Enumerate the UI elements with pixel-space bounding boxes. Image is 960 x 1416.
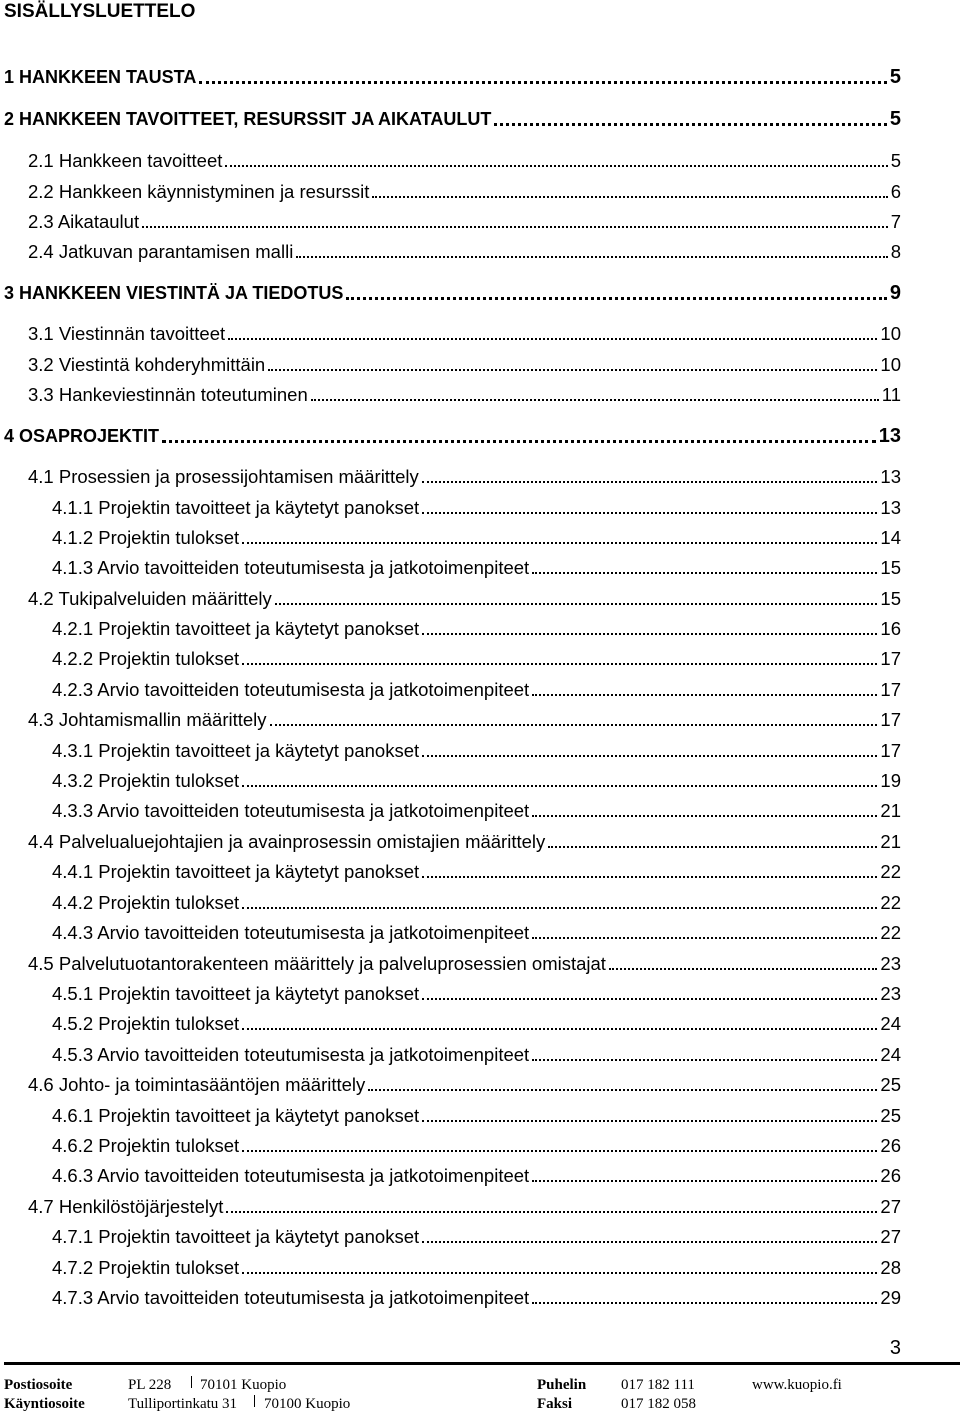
toc-entry[interactable] — [52, 1253, 901, 1283]
toc-entry[interactable] — [28, 1192, 901, 1222]
toc-entry[interactable] — [28, 350, 901, 380]
toc-dot-leader — [268, 369, 877, 371]
toc-entry-label: 4.1.1 Projektin tavoitteet ja käytetyt panokset — [52, 497, 420, 518]
toc-entry-label: 4.1 Prosessien ja prosessijohtamisen määrittely — [28, 466, 419, 487]
footer-visit-label: Käyntiosoite — [4, 1396, 85, 1412]
toc-dot-leader — [532, 1180, 877, 1182]
toc-entry-page: 29 — [880, 1287, 901, 1308]
toc-entry[interactable] — [28, 705, 901, 735]
toc-dot-leader — [225, 165, 887, 167]
toc-entry-label: 3.1 Viestinnän tavoitteet — [28, 323, 226, 344]
toc-entry[interactable] — [28, 827, 901, 857]
toc-entry-label: 4 OSAPROJEKTIT — [4, 426, 160, 446]
toc-entry[interactable] — [52, 766, 901, 796]
toc-entry-page: 26 — [880, 1165, 901, 1186]
toc-entry-page: 14 — [880, 527, 901, 548]
toc-entry-page: 24 — [880, 1044, 901, 1065]
toc-entry-label: 2.1 Hankkeen tavoitteet — [28, 150, 223, 171]
toc-entry-label: 4.3 Johtamismallin määrittely — [28, 709, 267, 730]
toc-dot-leader — [275, 603, 878, 605]
footer-phone: 017 182 111 — [621, 1377, 695, 1393]
toc-entry-label: 4.7.2 Projektin tulokset — [52, 1257, 240, 1278]
footer-fax-label: Faksi — [537, 1396, 573, 1412]
toc-entry[interactable] — [28, 146, 901, 176]
footer-row-visit — [4, 1395, 960, 1414]
toc-entry-page: 13 — [880, 466, 901, 487]
toc-dot-leader — [422, 633, 877, 635]
toc-entry-page: 10 — [880, 354, 901, 375]
toc-dot-leader — [242, 542, 877, 544]
toc-entry-label: 2.2 Hankkeen käynnistyminen ja resurssit — [28, 181, 370, 202]
toc-entry-page: 7 — [890, 211, 901, 232]
toc-entry-label: 4.2.1 Projektin tavoitteet ja käytetyt panokset — [52, 618, 420, 639]
toc-entry[interactable] — [52, 796, 901, 826]
toc-entry[interactable] — [52, 888, 901, 918]
toc-entry-page: 10 — [880, 323, 901, 344]
toc-entry[interactable] — [52, 553, 901, 583]
toc-entry-label: 4.5.2 Projektin tulokset — [52, 1013, 240, 1034]
toc-dot-leader — [242, 1150, 877, 1152]
toc-dot-leader — [422, 512, 877, 514]
toc-dot-leader — [296, 256, 887, 258]
toc-entry[interactable] — [52, 614, 901, 644]
toc-entry[interactable] — [52, 523, 901, 553]
toc-entry-page: 17 — [880, 709, 901, 730]
toc-entry-label: 4.2.2 Projektin tulokset — [52, 648, 240, 669]
toc-dot-leader — [548, 846, 877, 848]
toc-entry[interactable] — [52, 857, 901, 887]
toc-entry-page: 5 — [889, 108, 901, 130]
toc-entry[interactable] — [28, 237, 901, 267]
toc-dot-leader — [242, 663, 877, 665]
toc-dot-leader — [532, 572, 877, 574]
toc-dot-leader — [162, 440, 876, 443]
toc-entry[interactable] — [28, 177, 901, 207]
toc-dot-leader — [368, 1089, 877, 1091]
toc-dot-leader — [422, 481, 878, 483]
toc-entry-label: 2 HANKKEEN TAVOITTEET, RESURSSIT JA AIKATAULUT — [4, 109, 492, 129]
toc-entry-label: 2.3 Aikataulut — [28, 211, 140, 232]
toc-dot-leader — [372, 196, 887, 198]
toc-entry-page: 13 — [878, 425, 901, 447]
toc-entry-page: 15 — [880, 588, 901, 609]
toc-entry[interactable] — [4, 62, 901, 92]
toc-entry-label: 4.6.1 Projektin tavoitteet ja käytetyt panokset — [52, 1105, 420, 1126]
toc-entry-label: 4.2 Tukipalveluiden määrittely — [28, 588, 272, 609]
footer-visit-code-city: 70100 Kuopio — [264, 1396, 351, 1412]
toc-entry-page: 25 — [880, 1105, 901, 1126]
toc-dot-leader — [422, 755, 877, 757]
toc-entry-page: 15 — [880, 557, 901, 578]
toc-entry-label: 4.4.1 Projektin tavoitteet ja käytetyt panokset — [52, 861, 420, 882]
toc-entry-page: 27 — [880, 1226, 901, 1247]
toc-dot-leader — [142, 226, 888, 228]
toc-entry-page: 23 — [880, 983, 901, 1004]
toc-dot-leader — [532, 1059, 877, 1061]
toc-entry-page: 24 — [880, 1013, 901, 1034]
toc-dot-leader — [346, 297, 887, 300]
toc-entry[interactable] — [52, 1161, 901, 1191]
toc-entry[interactable] — [52, 675, 901, 705]
toc-entry-page: 25 — [880, 1074, 901, 1095]
toc-entry-label: 3.2 Viestintä kohderyhmittäin — [28, 354, 266, 375]
toc-entry-page: 17 — [880, 679, 901, 700]
toc-entry-label: 4.5.3 Arvio tavoitteiden toteutumisesta ja jatkotoimenpiteet — [52, 1044, 530, 1065]
toc-dot-leader — [422, 1241, 877, 1243]
toc-entry-label: 4.1.3 Arvio tavoitteiden toteutumisesta ja jatkotoimenpiteet — [52, 557, 530, 578]
toc-entry-page: 13 — [880, 497, 901, 518]
toc-entry-page: 21 — [880, 831, 901, 852]
toc-entry-label: 4.7 Henkilöstöjärjestelyt — [28, 1196, 224, 1217]
toc-entry-page: 21 — [880, 800, 901, 821]
toc-entry-label: 4.3.3 Arvio tavoitteiden toteutumisesta ja jatkotoimenpiteet — [52, 800, 530, 821]
footer-rule — [4, 1362, 960, 1365]
toc-entry-label: 3 HANKKEEN VIESTINTÄ JA TIEDOTUS — [4, 283, 344, 303]
toc-entry-label: 4.6 Johto- ja toimintasääntöjen määrittely — [28, 1074, 366, 1095]
toc-entry[interactable] — [52, 644, 901, 674]
toc-dot-leader — [226, 1211, 877, 1213]
toc-dot-leader — [242, 1028, 877, 1030]
toc-entry-page: 28 — [880, 1257, 901, 1278]
toc-entry-label: 4.5 Palvelutuotantorakenteen määrittely ja palveluprosessien omistajat — [28, 953, 606, 974]
toc-entry-page: 22 — [880, 892, 901, 913]
toc-dot-leader — [199, 81, 887, 84]
page-number: 3 — [889, 1337, 901, 1359]
footer — [4, 1376, 960, 1414]
toc-dot-leader — [532, 815, 877, 817]
toc-entry-page: 5 — [890, 150, 901, 171]
toc-entry-label: 4.4.3 Arvio tavoitteiden toteutumisesta ja jatkotoimenpiteet — [52, 922, 530, 943]
toc-dot-leader — [270, 724, 878, 726]
toc-entry-page: 6 — [890, 181, 901, 202]
toc-entry-page: 17 — [880, 740, 901, 761]
toc-entry[interactable] — [28, 462, 901, 492]
toc-entry[interactable] — [4, 421, 901, 451]
toc-dot-leader — [242, 907, 877, 909]
toc-entry-label: 4.2.3 Arvio tavoitteiden toteutumisesta ja jatkotoimenpiteet — [52, 679, 530, 700]
toc-entry[interactable] — [52, 1009, 901, 1039]
footer-row-postal — [4, 1376, 960, 1395]
toc-entry-label: 4.1.2 Projektin tulokset — [52, 527, 240, 548]
toc-entry-label: 4.7.3 Arvio tavoitteiden toteutumisesta ja jatkotoimenpiteet — [52, 1287, 530, 1308]
footer-website-link[interactable]: www.kuopio.fi — [752, 1377, 842, 1393]
toc-entry-label: 4.5.1 Projektin tavoitteet ja käytetyt panokset — [52, 983, 420, 1004]
footer-phone-label: Puhelin — [537, 1377, 587, 1393]
toc-entry[interactable] — [28, 1070, 901, 1100]
toc-entry-label: 4.3.1 Projektin tavoitteet ja käytetyt panokset — [52, 740, 420, 761]
toc-entry[interactable] — [52, 979, 901, 1009]
document-title: SISÄLLYSLUETTELO — [4, 1, 196, 22]
toc-entry-page: 11 — [881, 384, 901, 405]
toc-dot-leader — [422, 876, 877, 878]
toc-entry-label: 1 HANKKEEN TAUSTA — [4, 67, 197, 87]
footer-postal-box: PL 228 — [128, 1377, 172, 1393]
toc-entry-label: 4.7.1 Projektin tavoitteet ja käytetyt panokset — [52, 1226, 420, 1247]
footer-fax: 017 182 058 — [621, 1396, 696, 1412]
toc-entry-page: 23 — [880, 953, 901, 974]
toc-entry-page: 5 — [889, 66, 901, 88]
toc-entry[interactable] — [4, 104, 901, 134]
toc-entry-page: 9 — [889, 282, 901, 304]
toc-entry-page: 22 — [880, 861, 901, 882]
toc-entry[interactable] — [28, 207, 901, 237]
toc-entry[interactable] — [52, 736, 901, 766]
toc-entry-label: 2.4 Jatkuvan parantamisen malli — [28, 241, 294, 262]
toc-entry[interactable] — [28, 949, 901, 979]
toc-entry-page: 17 — [880, 648, 901, 669]
footer-visit-street: Tulliportinkatu 31 — [128, 1396, 238, 1412]
toc-entry[interactable] — [52, 1131, 901, 1161]
toc-dot-leader — [532, 1302, 877, 1304]
toc-dot-leader — [422, 1120, 877, 1122]
toc-entry-page: 19 — [880, 770, 901, 791]
toc-entry-label: 4.6.2 Projektin tulokset — [52, 1135, 240, 1156]
toc-dot-leader — [494, 123, 887, 126]
toc-dot-leader — [228, 338, 877, 340]
toc-dot-leader — [311, 399, 879, 401]
toc-dot-leader — [532, 937, 877, 939]
footer-postal-code-city: 70101 Kuopio — [200, 1377, 287, 1393]
toc-entry[interactable] — [4, 278, 901, 308]
toc-entry-label: 4.4 Palvelualuejohtajien ja avainprosessin omistajien määrittely — [28, 831, 546, 852]
toc-entry[interactable] — [28, 319, 901, 349]
toc-entry[interactable] — [52, 493, 901, 523]
toc-entry[interactable] — [52, 1222, 901, 1252]
toc-entry-label: 3.3 Hankeviestinnän toteutuminen — [28, 384, 308, 405]
toc-entry-page: 8 — [890, 241, 901, 262]
toc-entry-label: 4.4.2 Projektin tulokset — [52, 892, 240, 913]
toc-entry[interactable] — [52, 1283, 901, 1313]
toc-entry[interactable] — [52, 1101, 901, 1131]
toc-dot-leader — [422, 998, 877, 1000]
toc-entry-page: 26 — [880, 1135, 901, 1156]
toc-dot-leader — [532, 694, 877, 696]
toc-entry[interactable] — [28, 584, 901, 614]
toc-entry[interactable] — [52, 1040, 901, 1070]
toc-entry-label: 4.6.3 Arvio tavoitteiden toteutumisesta ja jatkotoimenpiteet — [52, 1165, 530, 1186]
toc-entry-label: 4.3.2 Projektin tulokset — [52, 770, 240, 791]
toc-entry-page: 27 — [880, 1196, 901, 1217]
toc-dot-leader — [242, 785, 877, 787]
toc-entry[interactable] — [28, 380, 901, 410]
toc-dot-leader — [609, 968, 877, 970]
toc-entry-page: 16 — [880, 618, 901, 639]
toc-entry-page: 22 — [880, 922, 901, 943]
toc-dot-leader — [242, 1272, 877, 1274]
toc-entry[interactable] — [52, 918, 901, 948]
footer-postal-label: Postiosoite — [4, 1377, 73, 1393]
